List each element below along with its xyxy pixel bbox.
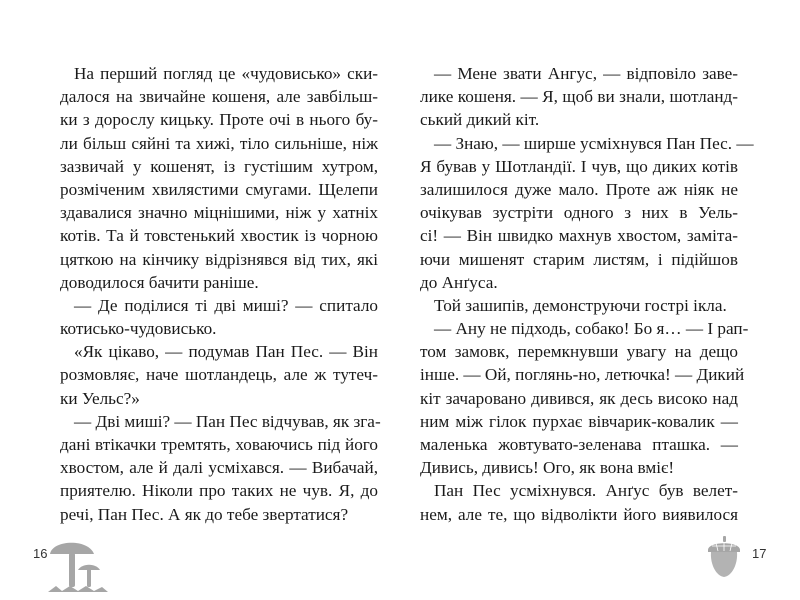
text-line: Я бував у Шотландії. І чув, що диких котів [420,156,738,176]
text-line: том замовк, перемкнувши увагу на дещо [420,342,738,362]
text-line: — Знаю, — ширше усміхнувся Пан Пес. — [434,133,754,153]
text-line: далося на звичайне кошеня, але завбільш- [60,87,378,107]
text-line: лике кошеня. — Я, щоб ви знали, шотланд- [420,87,738,107]
text-line: до Анґуса. [420,272,498,292]
text-line: Пан Пес усміхнувся. Анґус був велет- [434,481,738,501]
text-line: котів. Та й товстенький хвостик із чорною [60,226,378,246]
text-line: приятелю. Ніколи про таких не чув. Я, до [60,481,378,501]
text-line: На перший погляд це «чудовисько» ски- [74,64,378,83]
text-line: розмовляє, наче шотландець, але ж тутеч- [60,365,378,385]
text-line: — Мене звати Ангус, — відповіло заве- [434,64,738,83]
text-line: доводилося бачити раніше. [60,272,259,292]
text-line: — Де поділися ті дві миші? — спитало [74,295,378,315]
text-line: маленька жовтувато-зеленава пташка. — [420,435,738,454]
text-line: очікував зустріти одного з них в Уель- [420,203,738,223]
text-line: ки з дорослу кицьку. Проте очі в нього бу- [60,110,378,130]
text-line: зазвичай у кошенят, із густішим хутром, [60,156,378,176]
text-line: інше. — Ой, поглянь-но, летючка! — Дикий [420,365,745,385]
text-line: ки Уельс?» [60,388,140,408]
page-number-right: 17 [752,546,767,561]
text-line: дані втікачки тремтять, ховаючись під його [60,435,378,454]
text-line: речі, Пан Пес. А як до тебе звертатися? [60,504,349,524]
text-line: котисько-чудовисько. [60,319,217,339]
text-line: ючи мишенят старим листям, і підійшов [420,249,738,269]
text-line: Той зашипів, демонструючи гострі ікла. [434,295,727,315]
text-line: цяткою на кінчику відрізнявся від тих, які [60,249,378,269]
page-number-left: 16 [33,546,48,561]
text-line: розміченим хвилястими смугами. Щелепи [60,179,378,199]
left-page-body [60,62,381,526]
text-line: ли більш сяйні та хижі, тіло сильніше, ніж [60,133,378,153]
text-line: нем, але те, що відволікти його виявилося [420,504,738,524]
mushroom-icon [48,536,110,594]
text-line: ський дикий кіт. [420,110,540,130]
text-line: «Як цікаво, — подумав Пан Пес. — Він [74,342,378,362]
text-line: — Дві миші? — Пан Пес відчував, як зга- [74,411,381,431]
text-line: здавалися значно міцнішими, ніж у хатніх [60,203,378,223]
text-line: залишилося дуже мало. Проте аж ніяк не [420,179,738,199]
acorn-icon [704,536,744,578]
text-line: сі! — Він швидко махнув хвостом, заміта- [420,226,738,246]
text-line: Дивись, дивись! Ого, як вона вміє! [420,458,675,478]
text-line: кіт зачаровано дивився, як десь високо над [420,388,738,408]
text-line: хвостом, але й далі усміхався. — Вибачай, [60,458,378,478]
right-page-body [420,62,754,526]
text-line: ним між гілок пурхає вівчарик-ковалик — [420,411,738,431]
text-line: — Ану не підходь, собако! Бо я… — І рап- [434,319,749,339]
